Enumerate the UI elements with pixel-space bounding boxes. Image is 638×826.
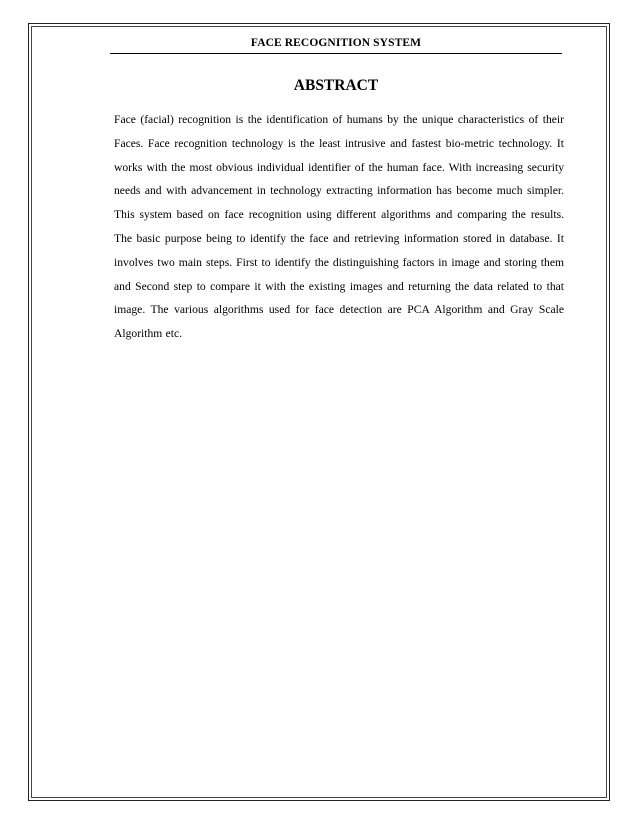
section-title: ABSTRACT <box>293 77 379 94</box>
header-divider <box>110 53 562 54</box>
abstract-paragraph: Face (facial) recognition is the identification of humans by the unique characteristics of their Faces. Face recognition technology is the least intrusive and fastest bio-metric technology. It works with the most obvious individual identifier of the human face. With increasing security needs and with advancement in technology extracting information has become much simpler. This system based on face recognition using different algorithms and comparing the results. The basic purpose being to identify the face and retrieving information stored in database. It involves two main steps. First to identify the distinguishing factors in image and storing them and Second step to compare it with the existing images and returning the data related to that image. The various algorithms used for face detection are PCA Algorithm and Gray Scale Algorithm etc. <box>114 113 564 341</box>
running-header: FACE RECOGNITION SYSTEM <box>250 37 422 49</box>
